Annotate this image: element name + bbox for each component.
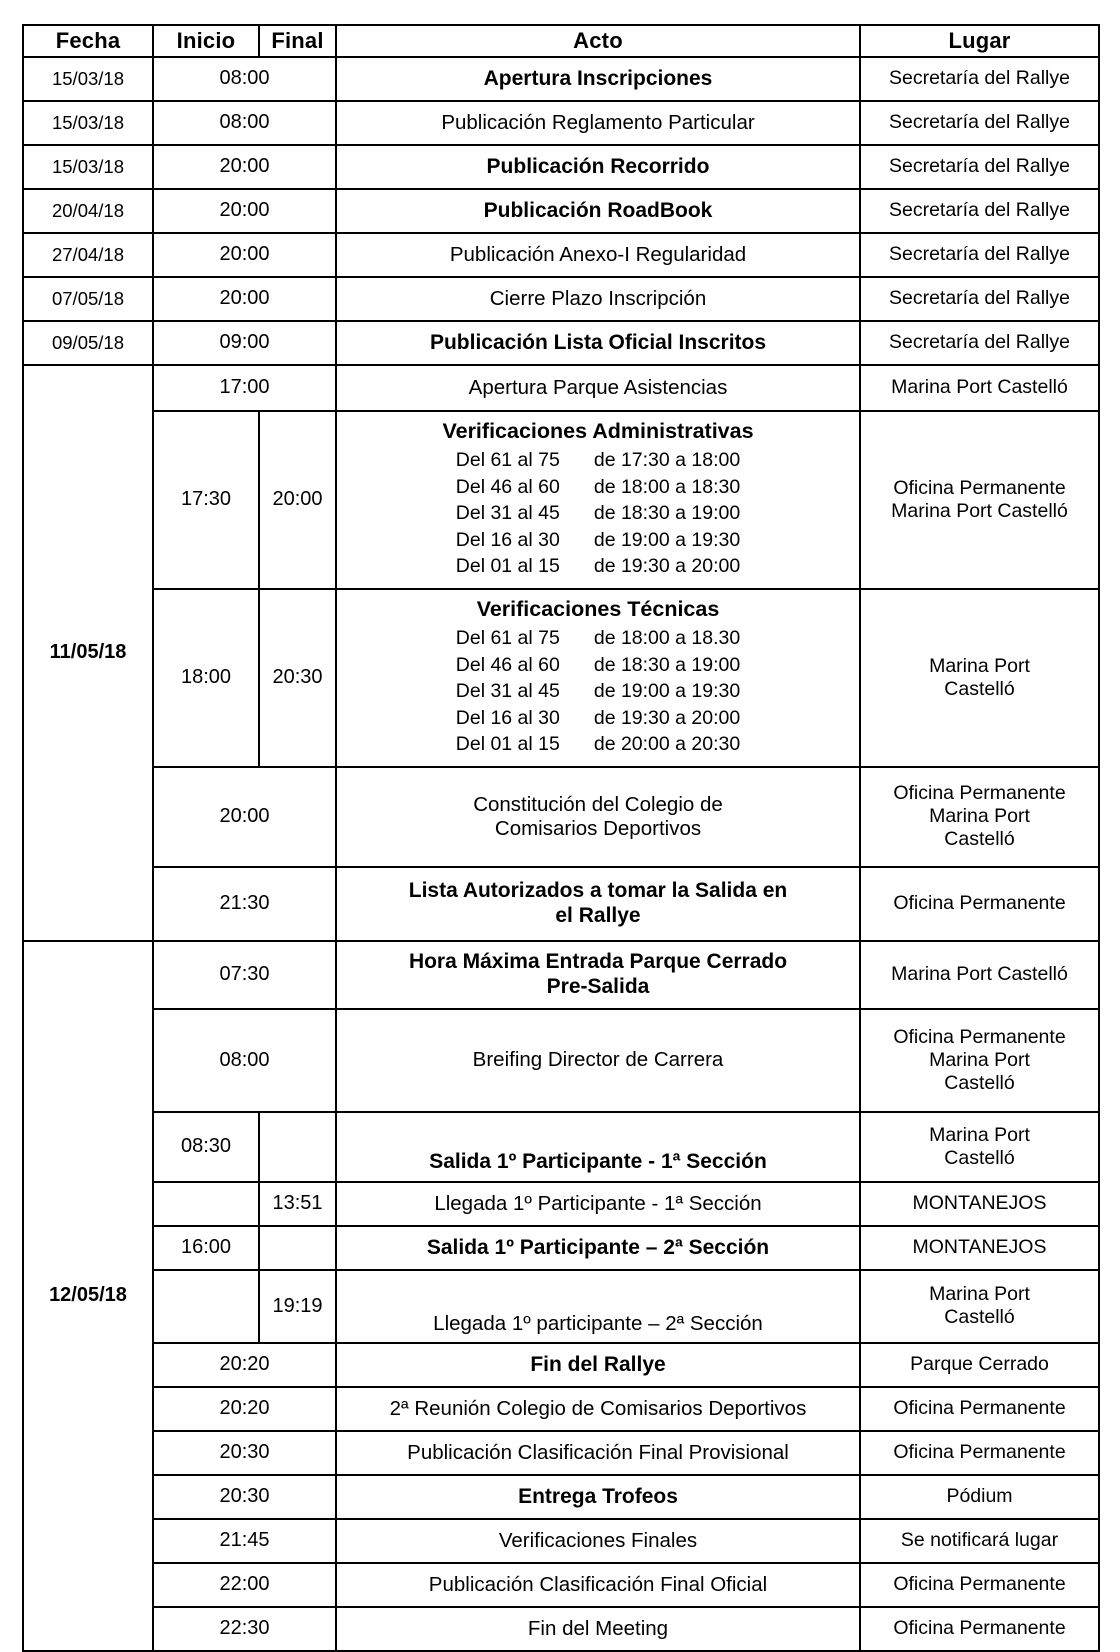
text-line: Marina Port Castelló <box>891 499 1068 522</box>
fecha-cell: 07/05/18 <box>23 277 153 321</box>
table-row <box>23 1182 1099 1226</box>
acto-cell <box>336 767 860 867</box>
table-row <box>23 1226 1099 1270</box>
final-cell <box>259 1226 336 1270</box>
text-line: Oficina Permanente <box>893 476 1066 499</box>
inicio-final-cell: 22:00 <box>153 1563 336 1607</box>
inicio-cell: 18:00 <box>153 589 259 767</box>
lugar-cell: Marina Port Castelló <box>860 941 1099 1009</box>
verification-window: de 17:30 a 18:00 <box>593 449 741 472</box>
inicio-cell <box>153 1270 259 1343</box>
verification-schedule-list <box>456 625 740 758</box>
acto-cell: Entrega Trofeos <box>336 1475 860 1519</box>
fecha-cell: 09/05/18 <box>23 321 153 365</box>
table-row <box>23 1009 1099 1112</box>
inicio-final-cell: 20:00 <box>153 277 336 321</box>
verification-window: de 19:00 a 19:30 <box>593 680 741 703</box>
inicio-final-cell: 20:00 <box>153 145 336 189</box>
verification-window: de 19:30 a 20:00 <box>593 555 741 578</box>
final-cell <box>259 1112 336 1182</box>
acto-cell: Salida 1º Participante - 1ª Sección <box>336 1112 860 1182</box>
lugar-cell: Secretaría del Rallye <box>860 233 1099 277</box>
verification-schedule-row <box>456 474 740 501</box>
table-row <box>23 1387 1099 1431</box>
lugar-cell: Oficina Permanente <box>860 867 1099 941</box>
text-line: Marina Port <box>929 1123 1030 1146</box>
acto-cell: Llegada 1º participante – 2ª Sección <box>336 1270 860 1343</box>
table-body <box>23 57 1099 1651</box>
text-line: Lista Autorizados a tomar la Salida en <box>408 879 788 903</box>
lugar-cell <box>860 411 1099 589</box>
inicio-final-cell: 20:00 <box>153 767 336 867</box>
table-row <box>23 1431 1099 1475</box>
verification-title: Verificaciones Administrativas <box>442 418 754 443</box>
acto-cell: Llegada 1º Participante - 1ª Sección <box>336 1182 860 1226</box>
table-row <box>23 941 1099 1009</box>
inicio-final-cell: 17:00 <box>153 365 336 411</box>
verification-window: de 18:00 a 18.30 <box>593 627 741 650</box>
lugar-cell: Se notificará lugar <box>860 1519 1099 1563</box>
table-header <box>23 25 1099 57</box>
column-header-lugar: Lugar <box>860 25 1099 57</box>
lugar-cell <box>860 767 1099 867</box>
acto-cell: 2ª Reunión Colegio de Comisarios Deportivos <box>336 1387 860 1431</box>
verification-schedule-row <box>456 678 740 705</box>
verification-schedule-row <box>456 705 740 732</box>
acto-cell <box>336 867 860 941</box>
column-header-inicio: Inicio <box>153 25 259 57</box>
verification-schedule-row <box>456 625 740 652</box>
inicio-final-cell: 20:00 <box>153 233 336 277</box>
lugar-cell: Pódium <box>860 1475 1099 1519</box>
lugar-cell: MONTANEJOS <box>860 1226 1099 1270</box>
verification-schedule-row <box>456 731 740 758</box>
table-row <box>23 411 1099 589</box>
table-row <box>23 1343 1099 1387</box>
verification-window: de 20:00 a 20:30 <box>593 733 741 756</box>
text-line: Hora Máxima Entrada Parque Cerrado <box>408 950 788 974</box>
lugar-cell: Secretaría del Rallye <box>860 145 1099 189</box>
verification-range: Del 61 al 75 <box>455 627 560 650</box>
text-line: Castelló <box>944 677 1015 700</box>
column-header-acto: Acto <box>336 25 860 57</box>
acto-cell: Verificaciones Finales <box>336 1519 860 1563</box>
verification-schedule-row <box>456 527 740 554</box>
inicio-final-cell: 20:20 <box>153 1343 336 1387</box>
acto-cell: Salida 1º Participante – 2ª Sección <box>336 1226 860 1270</box>
inicio-final-cell: 20:00 <box>153 189 336 233</box>
table-row <box>23 1607 1099 1651</box>
lugar-cell: Oficina Permanente <box>860 1387 1099 1431</box>
acto-cell: Apertura Inscripciones <box>336 57 860 101</box>
final-cell: 19:19 <box>259 1270 336 1343</box>
verification-range: Del 16 al 30 <box>455 706 560 729</box>
verification-window: de 19:30 a 20:00 <box>593 706 741 729</box>
text-line: Marina Port <box>929 805 1030 828</box>
lugar-cell: Parque Cerrado <box>860 1343 1099 1387</box>
acto-cell: Fin del Meeting <box>336 1607 860 1651</box>
lugar-cell: MONTANEJOS <box>860 1182 1099 1226</box>
lugar-cell: Secretaría del Rallye <box>860 277 1099 321</box>
lugar-cell: Secretaría del Rallye <box>860 321 1099 365</box>
lugar-cell: Marina Port Castelló <box>860 365 1099 411</box>
lugar-cell: Oficina Permanente <box>860 1563 1099 1607</box>
fecha-cell: 15/03/18 <box>23 145 153 189</box>
final-cell: 13:51 <box>259 1182 336 1226</box>
lugar-cell <box>860 1009 1099 1112</box>
verification-range: Del 16 al 30 <box>455 528 560 551</box>
table-row <box>23 589 1099 767</box>
text-line: Castelló <box>944 1146 1015 1169</box>
inicio-final-cell: 21:45 <box>153 1519 336 1563</box>
acto-cell: Cierre Plazo Inscripción <box>336 277 860 321</box>
table-row <box>23 233 1099 277</box>
table-row <box>23 1112 1099 1182</box>
inicio-final-cell: 08:00 <box>153 1009 336 1112</box>
table-row <box>23 1519 1099 1563</box>
verification-schedule-row <box>456 553 740 580</box>
lugar-cell: Secretaría del Rallye <box>860 101 1099 145</box>
acto-cell: Publicación Anexo-I Regularidad <box>336 233 860 277</box>
inicio-cell: 17:30 <box>153 411 259 589</box>
text-line: Castelló <box>944 1306 1015 1329</box>
acto-cell: Fin del Rallye <box>336 1343 860 1387</box>
lugar-cell: Oficina Permanente <box>860 1431 1099 1475</box>
final-cell: 20:00 <box>259 411 336 589</box>
acto-cell: Publicación Clasificación Final Provisional <box>336 1431 860 1475</box>
acto-cell <box>336 941 860 1009</box>
acto-cell <box>336 411 860 589</box>
verification-range: Del 61 al 75 <box>455 449 560 472</box>
verification-schedule-row <box>456 500 740 527</box>
inicio-final-cell: 20:20 <box>153 1387 336 1431</box>
header-row <box>23 25 1099 57</box>
lugar-cell: Secretaría del Rallye <box>860 189 1099 233</box>
acto-cell: Publicación RoadBook <box>336 189 860 233</box>
inicio-final-cell: 08:00 <box>153 101 336 145</box>
table-row <box>23 101 1099 145</box>
lugar-cell: Secretaría del Rallye <box>860 57 1099 101</box>
verification-schedule-row <box>456 447 740 474</box>
verification-range: Del 46 al 60 <box>455 475 560 498</box>
acto-cell: Publicación Clasificación Final Oficial <box>336 1563 860 1607</box>
verification-range: Del 01 al 15 <box>455 555 560 578</box>
inicio-final-cell: 20:30 <box>153 1475 336 1519</box>
text-line: Marina Port <box>929 1048 1030 1071</box>
verification-range: Del 01 al 15 <box>455 733 560 756</box>
inicio-final-cell: 21:30 <box>153 867 336 941</box>
table-row <box>23 767 1099 867</box>
fecha-cell: 15/03/18 <box>23 101 153 145</box>
inicio-final-cell: 08:00 <box>153 57 336 101</box>
verification-schedule-list <box>456 447 740 580</box>
text-line: Castelló <box>944 828 1015 851</box>
verification-title: Verificaciones Técnicas <box>476 596 720 621</box>
table-row <box>23 1270 1099 1343</box>
table-row <box>23 867 1099 941</box>
acto-cell: Publicación Lista Oficial Inscritos <box>336 321 860 365</box>
inicio-final-cell: 20:30 <box>153 1431 336 1475</box>
lugar-cell <box>860 1112 1099 1182</box>
text-line: Comisarios Deportivos <box>494 816 702 840</box>
column-header-final: Final <box>259 25 336 57</box>
text-line: Castelló <box>944 1071 1015 1094</box>
verification-range: Del 31 al 45 <box>455 680 560 703</box>
table-row <box>23 1475 1099 1519</box>
table-row <box>23 189 1099 233</box>
fecha-cell: 20/04/18 <box>23 189 153 233</box>
acto-cell: Publicación Reglamento Particular <box>336 101 860 145</box>
fecha-cell: 15/03/18 <box>23 57 153 101</box>
verification-schedule-row <box>456 652 740 679</box>
fecha-cell: 27/04/18 <box>23 233 153 277</box>
acto-cell: Breifing Director de Carrera <box>336 1009 860 1112</box>
column-header-fecha: Fecha <box>23 25 153 57</box>
table-row <box>23 145 1099 189</box>
table-row <box>23 57 1099 101</box>
lugar-cell <box>860 589 1099 767</box>
text-line: Marina Port <box>929 654 1030 677</box>
inicio-final-cell: 07:30 <box>153 941 336 1009</box>
inicio-cell: 08:30 <box>153 1112 259 1182</box>
verification-range: Del 31 al 45 <box>455 502 560 525</box>
fecha-cell-merged: 12/05/18 <box>23 941 153 1651</box>
lugar-cell: Oficina Permanente <box>860 1607 1099 1651</box>
verification-window: de 18:30 a 19:00 <box>593 653 741 676</box>
acto-cell: Publicación Recorrido <box>336 145 860 189</box>
rally-schedule-table <box>22 24 1100 1652</box>
inicio-final-cell: 22:30 <box>153 1607 336 1651</box>
text-line: Marina Port <box>929 1283 1030 1306</box>
inicio-cell: 16:00 <box>153 1226 259 1270</box>
verification-window: de 18:30 a 19:00 <box>593 502 741 525</box>
lugar-cell <box>860 1270 1099 1343</box>
verification-range: Del 46 al 60 <box>455 653 560 676</box>
inicio-cell <box>153 1182 259 1226</box>
table-row <box>23 277 1099 321</box>
inicio-final-cell: 09:00 <box>153 321 336 365</box>
text-line: Constitución del Colegio de <box>473 792 723 816</box>
table-row <box>23 1563 1099 1607</box>
text-line: Pre-Salida <box>546 974 650 998</box>
text-line: el Rallye <box>555 903 641 927</box>
verification-window: de 19:00 a 19:30 <box>593 528 741 551</box>
verification-window: de 18:00 a 18:30 <box>593 475 741 498</box>
acto-cell: Apertura Parque Asistencias <box>336 365 860 411</box>
fecha-cell-merged: 11/05/18 <box>23 365 153 941</box>
acto-cell <box>336 589 860 767</box>
final-cell: 20:30 <box>259 589 336 767</box>
text-line: Oficina Permanente <box>893 1025 1066 1048</box>
text-line: Oficina Permanente <box>893 782 1066 805</box>
table-row <box>23 365 1099 411</box>
table-row <box>23 321 1099 365</box>
